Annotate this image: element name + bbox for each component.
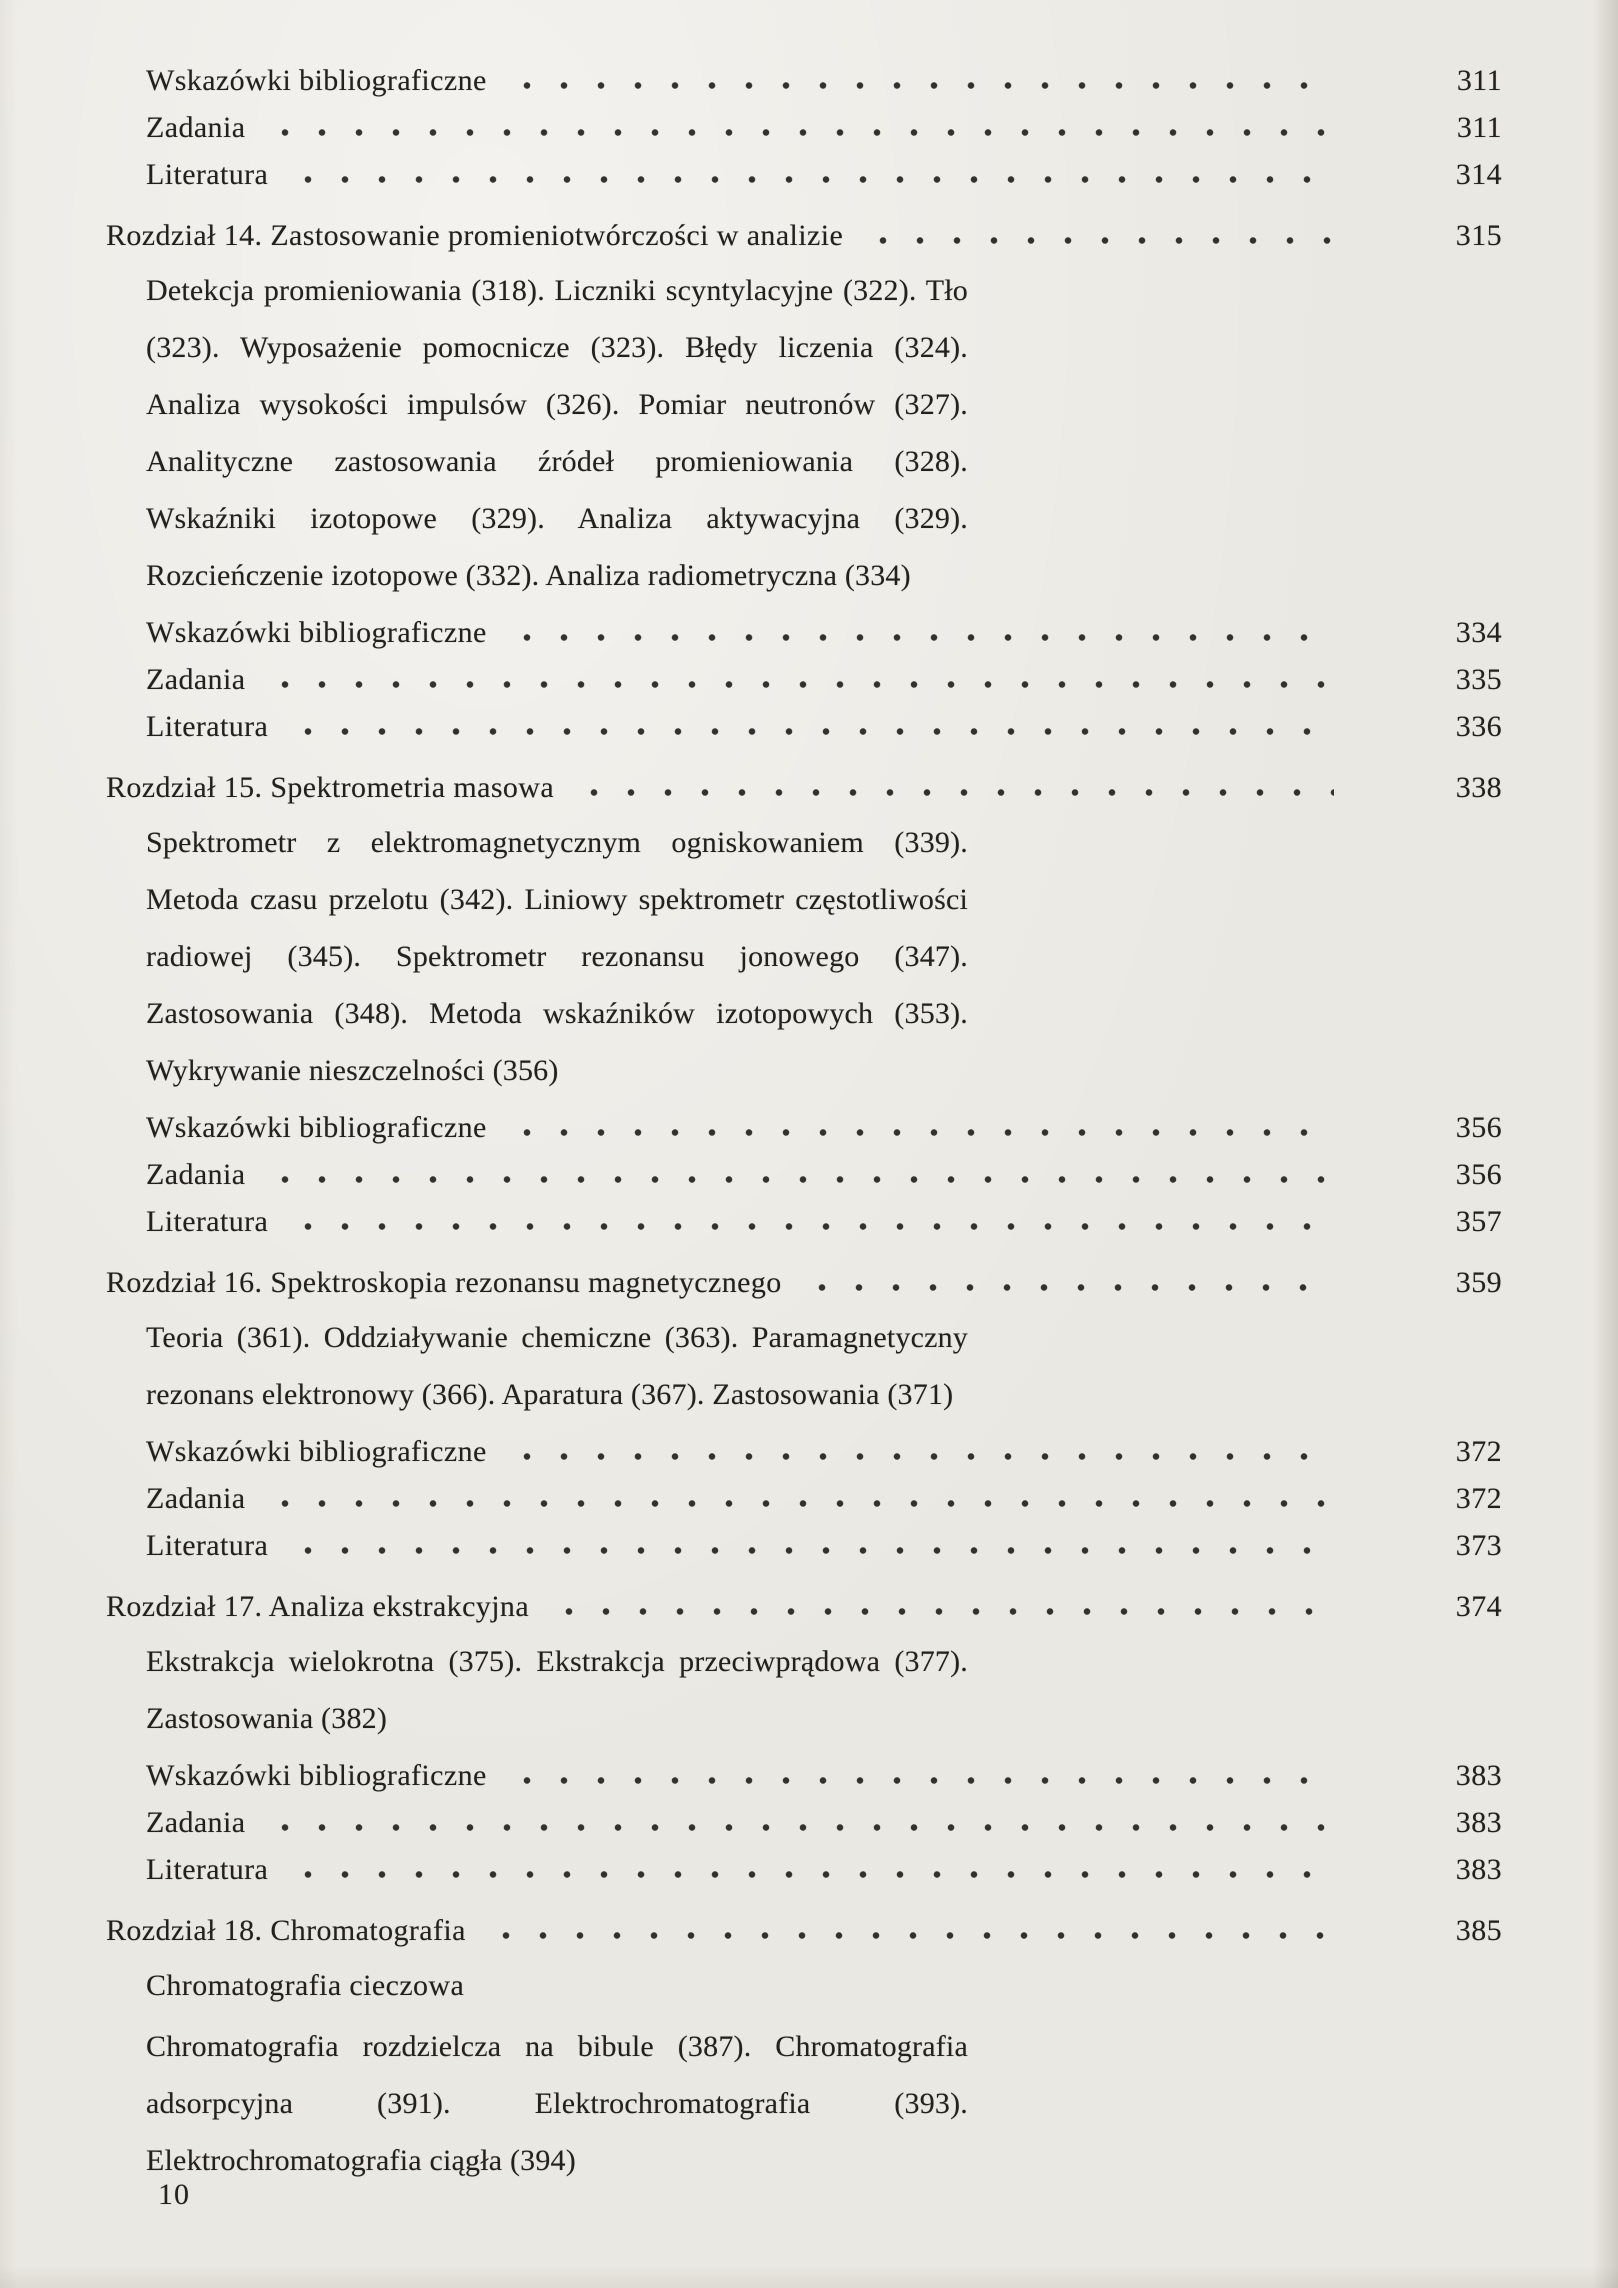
chapter-title: Rozdział 14. Zastosowanie promieniotwórczości w analizie	[106, 219, 844, 252]
toc-entry-label: Zadania	[146, 1806, 246, 1839]
toc-entry-label: Literatura	[146, 1205, 269, 1238]
toc-entry-row	[146, 58, 1502, 103]
toc-entry-label: Literatura	[146, 158, 269, 191]
dot-leader	[523, 81, 1334, 90]
chapter-heading-row	[106, 1584, 1502, 1629]
dot-leader	[523, 633, 1334, 642]
toc-entry-row	[146, 152, 1502, 197]
toc-entry-page-number: 383	[1455, 1759, 1502, 1792]
chapters-list	[106, 213, 1502, 2189]
chapter-page-number: 338	[1455, 771, 1502, 804]
toc-entry-page-number: 383	[1455, 1853, 1502, 1886]
toc-entry-page-number: 335	[1455, 663, 1502, 696]
toc-entry-label: Wskazówki bibliograficzne	[146, 1435, 487, 1468]
dot-leader	[523, 1776, 1334, 1785]
toc-entry-page-number: 336	[1455, 710, 1502, 743]
toc-entry-label: Zadania	[146, 663, 246, 696]
chapter-heading-row	[106, 213, 1502, 258]
table-of-contents	[106, 56, 1502, 2195]
page-number-footer: 10	[158, 2178, 190, 2211]
toc-entry-label: Wskazówki bibliograficzne	[146, 64, 487, 97]
toc-entry-label: Zadania	[146, 1158, 246, 1191]
chapter-page-number: 374	[1455, 1590, 1502, 1623]
chapter-heading-row	[106, 1260, 1502, 1305]
dot-leader	[879, 236, 1334, 245]
toc-entry-page-number: 311	[1456, 64, 1502, 97]
toc-entry-label: Wskazówki bibliograficzne	[146, 1111, 487, 1144]
toc-chapter-block	[106, 765, 1502, 1244]
chapter-title: Rozdział 16. Spektroskopia rezonansu magnetycznego	[106, 1266, 782, 1299]
dot-leader	[565, 1607, 1334, 1616]
toc-entry-label: Zadania	[146, 1482, 246, 1515]
toc-entry-row	[146, 105, 1502, 150]
toc-entry-label: Literatura	[146, 710, 269, 743]
toc-entry-page-number: 373	[1455, 1529, 1502, 1562]
chapter-page-number: 315	[1455, 219, 1502, 252]
toc-entry-row	[146, 1523, 1502, 1568]
toc-chapter-block	[106, 213, 1502, 749]
dot-leader	[281, 680, 1334, 689]
dot-leader	[818, 1283, 1334, 1292]
dot-leader	[281, 1499, 1334, 1508]
chapter-description: Teoria (361). Oddziaływanie chemiczne (363). Paramagnetyczny rezonans elektronowy (366). Aparatura (367). Zastosowania (371)	[146, 1321, 968, 1411]
toc-entry-row	[146, 1105, 1502, 1150]
previous-chapter-entries	[106, 58, 1502, 197]
toc-entry-row	[146, 657, 1502, 702]
toc-chapter-block	[106, 1908, 1502, 2189]
toc-entry-label: Literatura	[146, 1853, 269, 1886]
chapter-description: Ekstrakcja wielokrotna (375). Ekstrakcja przeciwprądowa (377). Zastosowania (382)	[146, 1645, 968, 1735]
dot-leader	[281, 1823, 1334, 1832]
chapter-description: Detekcja promieniowania (318). Liczniki scyntylacyjne (322). Tło (323). Wyposażenie pomocnicze (323). Błędy liczenia (324). Analiza wysokości impulsów (326). Pomiar neutronów (327). Analityczne zastosowania źródeł promieniowania (328). Wskaźniki izotopowe (329). Analiza aktywacyjna (329). Rozcieńczenie izotopowe (332). Analiza radiometryczna (334)	[146, 274, 968, 592]
toc-entry-row	[146, 1800, 1502, 1845]
toc-chapter-block	[106, 1584, 1502, 1892]
chapter-page-number: 359	[1455, 1266, 1502, 1299]
dot-leader	[523, 1452, 1334, 1461]
toc-entry-page-number: 372	[1455, 1482, 1502, 1515]
toc-entry-row	[146, 1476, 1502, 1521]
chapter-entries	[106, 1429, 1502, 1568]
toc-entry-label: Wskazówki bibliograficzne	[146, 616, 487, 649]
dot-leader	[281, 128, 1334, 137]
toc-entry-row	[146, 704, 1502, 749]
toc-entry-label: Zadania	[146, 111, 246, 144]
toc-chapter-block	[106, 1260, 1502, 1568]
toc-entry-page-number: 356	[1455, 1111, 1502, 1144]
toc-entry-row	[146, 610, 1502, 655]
chapter-entries	[106, 1753, 1502, 1892]
toc-entry-label: Wskazówki bibliograficzne	[146, 1759, 487, 1792]
toc-entry-row	[146, 1753, 1502, 1798]
chapter-description: Spektrometr z elektromagnetycznym ogniskowaniem (339). Metoda czasu przelotu (342). Liniowy spektrometr częstotliwości radiowej (345). Spektrometr rezonansu jonowego (347). Zastosowania (348). Metoda wskaźników izotopowych (353). Wykrywanie nieszczelności (356)	[146, 826, 968, 1087]
chapter-title: Rozdział 15. Spektrometria masowa	[106, 771, 555, 804]
dot-leader	[304, 1870, 1334, 1879]
chapter-title: Rozdział 18. Chromatografia	[106, 1914, 466, 1947]
chapter-subheading: Chromatografia cieczowa	[146, 1969, 465, 2002]
dot-leader	[304, 1546, 1334, 1555]
toc-entry-row	[146, 1847, 1502, 1892]
dot-leader	[281, 1175, 1334, 1184]
dot-leader	[304, 175, 1334, 184]
toc-entry-page-number: 383	[1455, 1806, 1502, 1839]
chapter-entries	[106, 610, 1502, 749]
toc-entry-row	[146, 1429, 1502, 1474]
toc-entry-page-number: 314	[1455, 158, 1502, 191]
toc-entry-page-number: 311	[1456, 111, 1502, 144]
toc-entry-page-number: 334	[1455, 616, 1502, 649]
chapter-page-number: 385	[1455, 1914, 1502, 1947]
toc-entry-page-number: 356	[1455, 1158, 1502, 1191]
toc-entry-label: Literatura	[146, 1529, 269, 1562]
dot-leader	[502, 1931, 1334, 1940]
dot-leader	[523, 1128, 1334, 1137]
chapter-title: Rozdział 17. Analiza ekstrakcyjna	[106, 1590, 530, 1623]
dot-leader	[304, 1222, 1334, 1231]
dot-leader	[590, 788, 1334, 797]
toc-entry-page-number: 372	[1455, 1435, 1502, 1468]
dot-leader	[304, 727, 1334, 736]
toc-entry-page-number: 357	[1455, 1205, 1502, 1238]
toc-entry-row	[146, 1152, 1502, 1197]
toc-entry-row	[146, 1199, 1502, 1244]
chapter-heading-row	[106, 765, 1502, 810]
chapter-entries	[106, 1105, 1502, 1244]
chapter-description: Chromatografia rozdzielcza na bibule (387). Chromatografia adsorpcyjna (391). Elektrochromatografia (393). Elektrochromatografia ciągła (394)	[146, 2030, 968, 2177]
chapter-heading-row	[106, 1908, 1502, 1953]
